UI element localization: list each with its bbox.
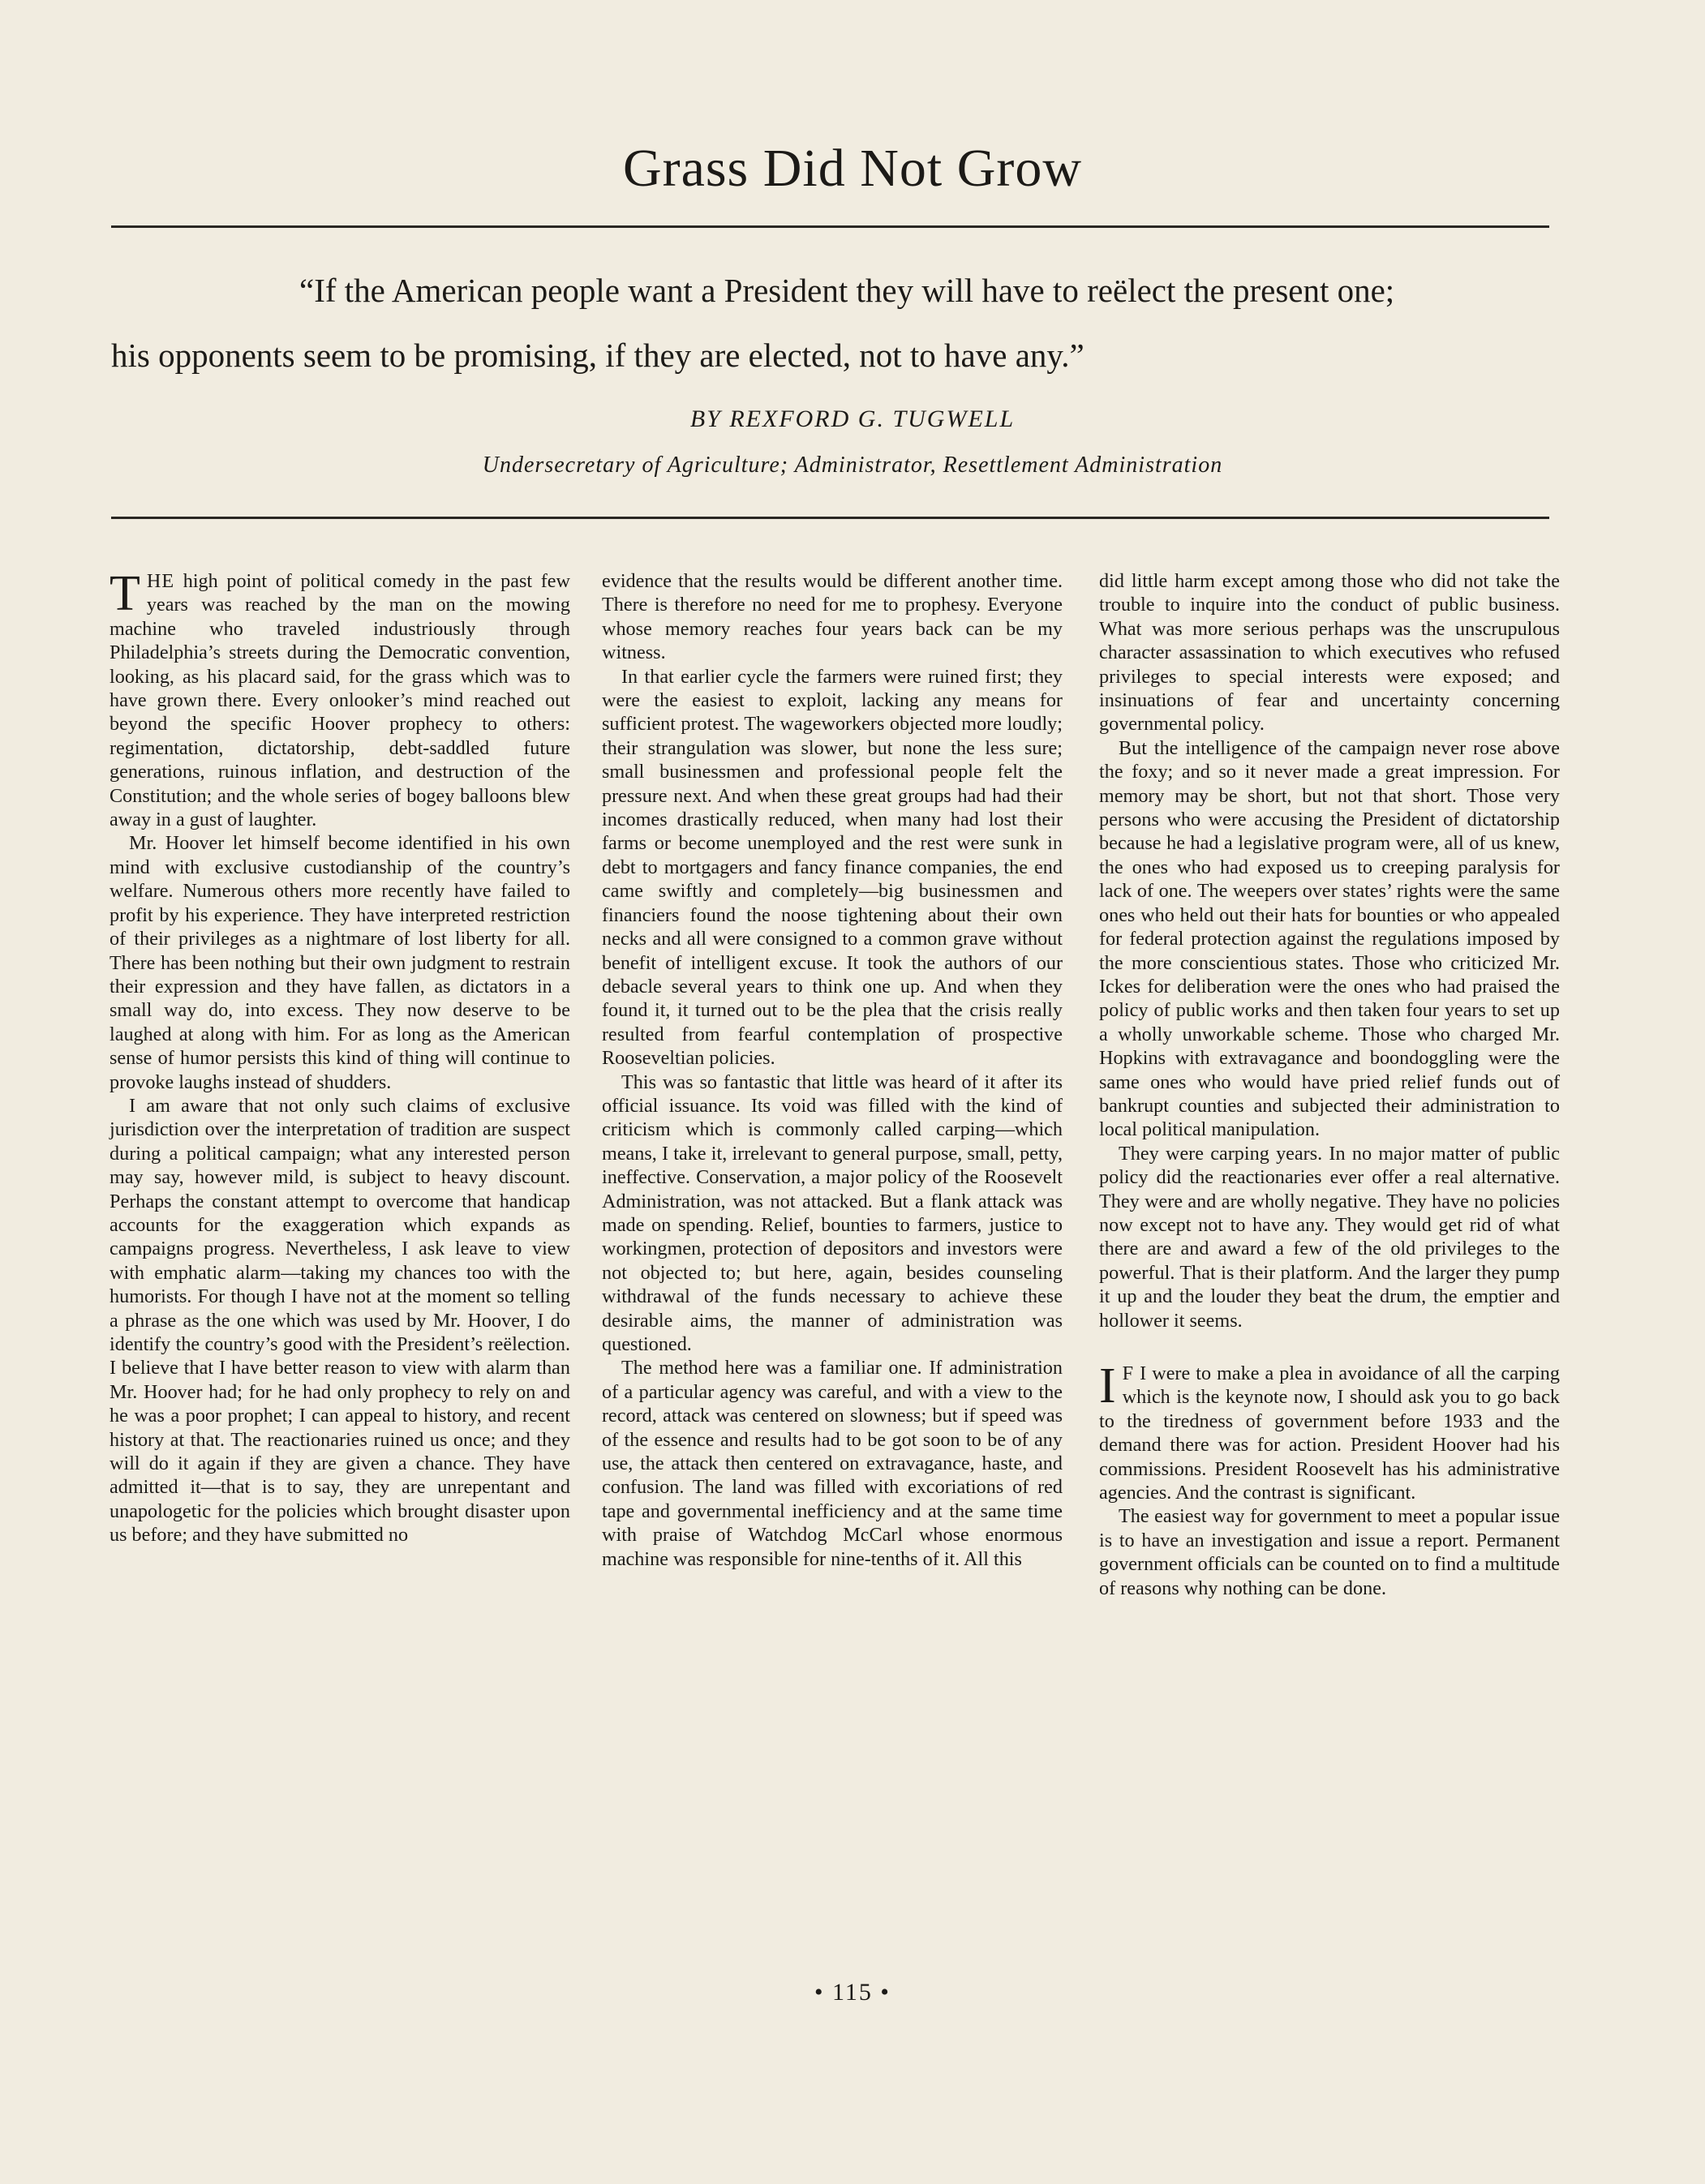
paragraph: This was so fantastic that little was heard of it after its official issuance. Its void was filled with the kind of criticism which is commonly called carping—which means, I take it, irrelevant to general purpose, small, petty, ineffective. Conservation, a major policy of the Roosevelt Administration, was not attacked. But a flank attack was made on spending. Relief, bounties to farmers, justice to workingmen, protection of depositors and investors were not objected to; but here, again, besides counseling withdrawal of the funds necessary to achieve these desirable aims, the manner of administration was questioned. bbox=[602, 1071, 1063, 1355]
paragraph: They were carping years. In no major matter of public policy did the reactionaries ever offer a real alternative. They were and are wholly negative. They have no policies now except not to have any. They would get rid of what there are and award a few of the old privileges to the powerful. That is their platform. And the larger they pump it up and the louder they beat the drum, the emptier and hollower it seems. bbox=[1099, 1142, 1560, 1332]
paragraph: But the intelligence of the campaign never rose above the foxy; and so it never made a great impression. For memory may be short, but not that short. Those very persons who were accusing the President of dictatorship because he had a legislative program were, all of us knew, the ones who had exposed us to creeping paralysis for lack of one. The weepers over states’ rights were the same ones who held out their hats for bounties or who appealed for federal protection against the regulations imposed by the more conscientious states. Those who criticized Mr. Ickes for deliberation were the ones who had praised the policy of public works and then taken four years to set up a wholly unworkable scheme. Those who charged Mr. Hopkins with extravagance and boondoggling were the same ones who would have pried relief funds out of bankrupt counties and subjected their administration to local political manipulation. bbox=[1099, 736, 1560, 1141]
lead-in: HE bbox=[146, 570, 175, 592]
column-2 bbox=[602, 569, 1063, 1571]
paragraph-text: high point of political comedy in the past few years was reached by the man on the mowing machine who traveled industriously through Philadelphia’s streets during the Democratic convention, looking, as his placard said, for the grass which was to have grown there. Every onlooker’s mind reached out beyond the specific Hoover prophecy to others: regimentation, dictatorship, debt-saddled future generations, ruinous inflation, and destruction of the Constitution; and the whole series of bogey balloons blew away in a gust of laughter. bbox=[110, 570, 570, 831]
author-affiliation: Undersecretary of Agriculture; Administrator, Resettlement Administration bbox=[482, 453, 1223, 478]
drop-cap: I bbox=[1099, 1358, 1116, 1414]
paragraph: I am aware that not only such claims of exclusive jurisdiction over the interpretation of tradition are suspect during a political campaign; what any interested person may say, however mild, is subject to heavy discount. Perhaps the constant attempt to overcome that handicap accounts for the exaggeration which expands as campaigns progress. Nevertheless, I ask leave to view with emphatic alarm—taking my chances too with the humorists. For though I have not at the moment so telling a phrase as the one which was used by Mr. Hoover, I do identify the country’s good with the President’s reëlection. I believe that I have better reason to view with alarm than Mr. Hoover had; for he had only prophecy to rely on and he was a poor prophet; I can appeal to history, and recent history at that. The reactionaries ruined us once; and they will do it again if they are given a chance. They have admitted it—that is to say, they are unrepentant and unapologetic for the policies which brought disaster upon us before; and they have submitted no bbox=[110, 1094, 570, 1547]
paragraph-text: I were to make a plea in avoidance of all the carping which is the keynote now, I should ask you to go back to the tiredness of government before 1933 and the demand there was for action. President Hoover had his commissions. President Roosevelt has his administrative agencies. And the contrast is significant. bbox=[1099, 1362, 1560, 1504]
top-rule bbox=[111, 225, 1549, 228]
paragraph: The method here was a familiar one. If administration of a particular agency was careful, and with a view to the record, attack was centered on slowness; but if speed was of the essence and results had to be got soon to be of any use, the attack then centered on extravagance, haste, and confusion. The land was filled with excoriations of red tape and governmental inefficiency and at the same time with praise of Watchdog McCarl whose enormous machine was responsible for nine-tenths of it. All this bbox=[602, 1357, 1063, 1570]
pull-quote bbox=[111, 258, 1549, 388]
pull-quote-line-2: his opponents seem to be promising, if they are elected, not to have any.” bbox=[111, 337, 1084, 374]
byline: BY REXFORD G. TUGWELL bbox=[689, 405, 1016, 432]
page-number: • 115 • bbox=[814, 1979, 891, 2006]
column-1 bbox=[110, 566, 570, 1547]
article-title: Grass Did Not Grow bbox=[622, 139, 1083, 198]
column-3 bbox=[1099, 569, 1560, 1600]
header-bottom-rule bbox=[111, 517, 1549, 519]
lead-in: F bbox=[1122, 1362, 1135, 1384]
pull-quote-line-1: “If the American people want a President they will have to reëlect the present one; bbox=[299, 272, 1395, 309]
paragraph: evidence that the results would be different another time. There is therefore no need for me to prophesy. Everyone whose memory reaches four years back can be my witness. bbox=[602, 570, 1063, 664]
drop-cap: T bbox=[110, 566, 140, 621]
paragraph: did little harm except among those who did not take the trouble to inquire into the conduct of public business. What was more serious perhaps was the unscrupulous character assassination to which executives who refused privileges to special interests were exposed; and insinuations of fear and uncertainty concerning governmental policy. bbox=[1099, 570, 1560, 736]
paragraph bbox=[1099, 1358, 1560, 1504]
paragraph: Mr. Hoover let himself become identified in his own mind with exclusive custodianship of the country’s welfare. Numerous others more recently have failed to profit by his experience. They have interpreted restriction of their privileges as a nightmare of lost liberty for all. There has been nothing but their own judgment to restrain their expression and they have fallen, as dictators in a small way do, into excess. They now deserve to be laughed at along with him. For as long as the American sense of humor persists this kind of thing will continue to provoke laughs instead of shudders. bbox=[110, 832, 570, 1093]
paragraph bbox=[110, 566, 570, 831]
paragraph: The easiest way for government to meet a popular issue is to have an investigation and issue a report. Permanent government officials can be counted on to find a multitude of reasons why nothing can be done. bbox=[1099, 1505, 1560, 1599]
paragraph: In that earlier cycle the farmers were ruined first; they were the easiest to exploit, lacking any means for sufficient protest. The wageworkers objected more loudly; their strangulation was slower, but none the less sure; small businessmen and professional people felt the pressure next. And when these great groups had had their incomes drastically reduced, when many had lost their farms or become unemployed and the rest were sunk in debt to mortgagers and fancy finance companies, the end came swiftly and completely—big businessmen and financiers found the noose tightening about their own necks and all were consigned to a common grave without benefit of intelligent excuse. It took the authors of our debacle several years to think one up. And when they found it, it turned out to be the plea that the crisis really resulted from fearful contemplation of prospective Rooseveltian policies. bbox=[602, 665, 1063, 1070]
